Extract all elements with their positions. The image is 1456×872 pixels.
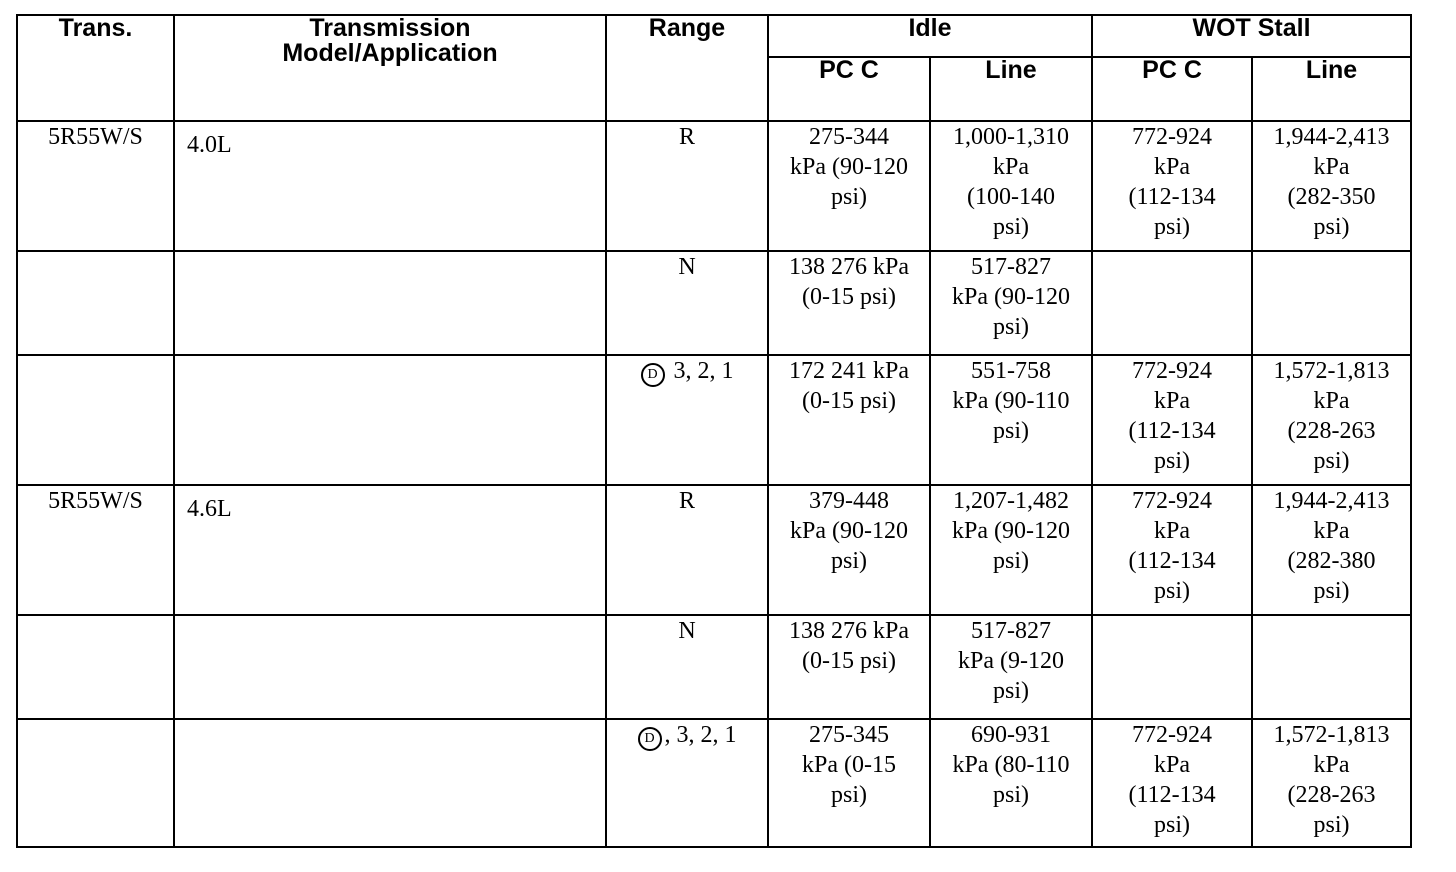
cell-wot-line xyxy=(1252,121,1411,251)
cell-wot-pcc xyxy=(1092,121,1252,251)
header-model-application xyxy=(174,15,606,121)
cell-trans xyxy=(17,615,174,719)
value-text: 138 276 kPa (0-15 psi) xyxy=(789,254,909,310)
table-row xyxy=(17,719,1411,847)
cell-idle-line xyxy=(930,719,1092,847)
value-text: 275-344 kPa (90-120 psi) xyxy=(790,124,908,210)
value-text: 772-924 kPa (112-134 psi) xyxy=(1128,124,1216,240)
cell-model xyxy=(174,355,606,485)
cell-model: 4.6L xyxy=(174,485,606,615)
header-wot-pcc: PC C xyxy=(1092,57,1252,121)
value-text: 1,572-1,813 kPa (228-263 psi) xyxy=(1273,722,1390,838)
header-idle-line: Line xyxy=(930,57,1092,121)
value-text: 1,944-2,413 kPa (282-350 psi) xyxy=(1273,124,1390,240)
cell-wot-line xyxy=(1252,719,1411,847)
table-row xyxy=(17,615,1411,719)
cell-idle-pcc xyxy=(768,121,930,251)
value-text: 690-931 kPa (80-110 psi) xyxy=(952,722,1070,808)
value-text: 138 276 kPa (0-15 psi) xyxy=(789,618,909,674)
value-text: 1,207-1,482 kPa (90-120 psi) xyxy=(952,488,1070,574)
cell-range: N xyxy=(606,251,768,355)
table-row xyxy=(17,251,1411,355)
value-text: 551-758 kPa (90-110 psi) xyxy=(952,358,1070,444)
value-text: 1,572-1,813 kPa (228-263 psi) xyxy=(1273,358,1390,474)
value-text: 517-827 kPa (9-120 psi) xyxy=(958,618,1064,704)
header-idle-pcc: PC C xyxy=(768,57,930,121)
circled-d-icon: D xyxy=(641,363,665,387)
cell-idle-line xyxy=(930,355,1092,485)
cell-idle-pcc xyxy=(768,251,930,355)
value-text: 772-924 kPa (112-134 psi) xyxy=(1128,358,1216,474)
cell-range: R xyxy=(606,485,768,615)
cell-trans xyxy=(17,355,174,485)
range-text: 3, 2, 1 xyxy=(667,358,734,384)
header-model-line1: Transmission xyxy=(309,14,471,42)
cell-wot-pcc xyxy=(1092,485,1252,615)
cell-trans: 5R55W/S xyxy=(17,485,174,615)
value-text: 1,000-1,310 kPa (100-140 psi) xyxy=(953,124,1069,240)
table-row xyxy=(17,121,1411,251)
cell-range xyxy=(606,355,768,485)
value-text: 517-827 kPa (90-120 psi) xyxy=(952,254,1070,340)
cell-model xyxy=(174,719,606,847)
value-text: 772-924 kPa (112-134 psi) xyxy=(1128,722,1216,838)
cell-range: N xyxy=(606,615,768,719)
header-wot-stall: WOT Stall xyxy=(1092,15,1411,57)
pressure-spec-sheet xyxy=(16,14,1412,848)
cell-trans: 5R55W/S xyxy=(17,121,174,251)
header-idle: Idle xyxy=(768,15,1092,57)
header-range: Range xyxy=(606,15,768,121)
value-text: 1,944-2,413 kPa (282-380 psi) xyxy=(1273,488,1390,604)
value-text: 379-448 kPa (90-120 psi) xyxy=(790,488,908,574)
cell-idle-pcc xyxy=(768,615,930,719)
cell-wot-line xyxy=(1252,485,1411,615)
line-pressure-table xyxy=(16,14,1412,848)
range-text: , 3, 2, 1 xyxy=(664,722,737,748)
cell-wot-line xyxy=(1252,251,1411,355)
cell-idle-line xyxy=(930,615,1092,719)
cell-idle-line xyxy=(930,121,1092,251)
cell-model xyxy=(174,251,606,355)
cell-range: R xyxy=(606,121,768,251)
circled-d-icon: D xyxy=(638,727,662,751)
cell-model xyxy=(174,615,606,719)
header-trans: Trans. xyxy=(17,15,174,121)
cell-trans xyxy=(17,719,174,847)
cell-idle-line xyxy=(930,251,1092,355)
cell-idle-line xyxy=(930,485,1092,615)
cell-idle-pcc xyxy=(768,355,930,485)
cell-wot-pcc xyxy=(1092,719,1252,847)
cell-range xyxy=(606,719,768,847)
cell-model: 4.0L xyxy=(174,121,606,251)
header-wot-line: Line xyxy=(1252,57,1411,121)
value-text: 275-345 kPa (0-15 psi) xyxy=(802,722,896,808)
cell-wot-pcc xyxy=(1092,251,1252,355)
value-text: 172 241 kPa (0-15 psi) xyxy=(789,358,909,414)
cell-wot-pcc xyxy=(1092,355,1252,485)
cell-wot-line xyxy=(1252,615,1411,719)
table-row xyxy=(17,355,1411,485)
cell-trans xyxy=(17,251,174,355)
cell-idle-pcc xyxy=(768,719,930,847)
cell-idle-pcc xyxy=(768,485,930,615)
cell-wot-line xyxy=(1252,355,1411,485)
cell-wot-pcc xyxy=(1092,615,1252,719)
table-row xyxy=(17,485,1411,615)
value-text: 772-924 kPa (112-134 psi) xyxy=(1128,488,1216,604)
header-model-line2: Model/Application xyxy=(282,39,498,67)
